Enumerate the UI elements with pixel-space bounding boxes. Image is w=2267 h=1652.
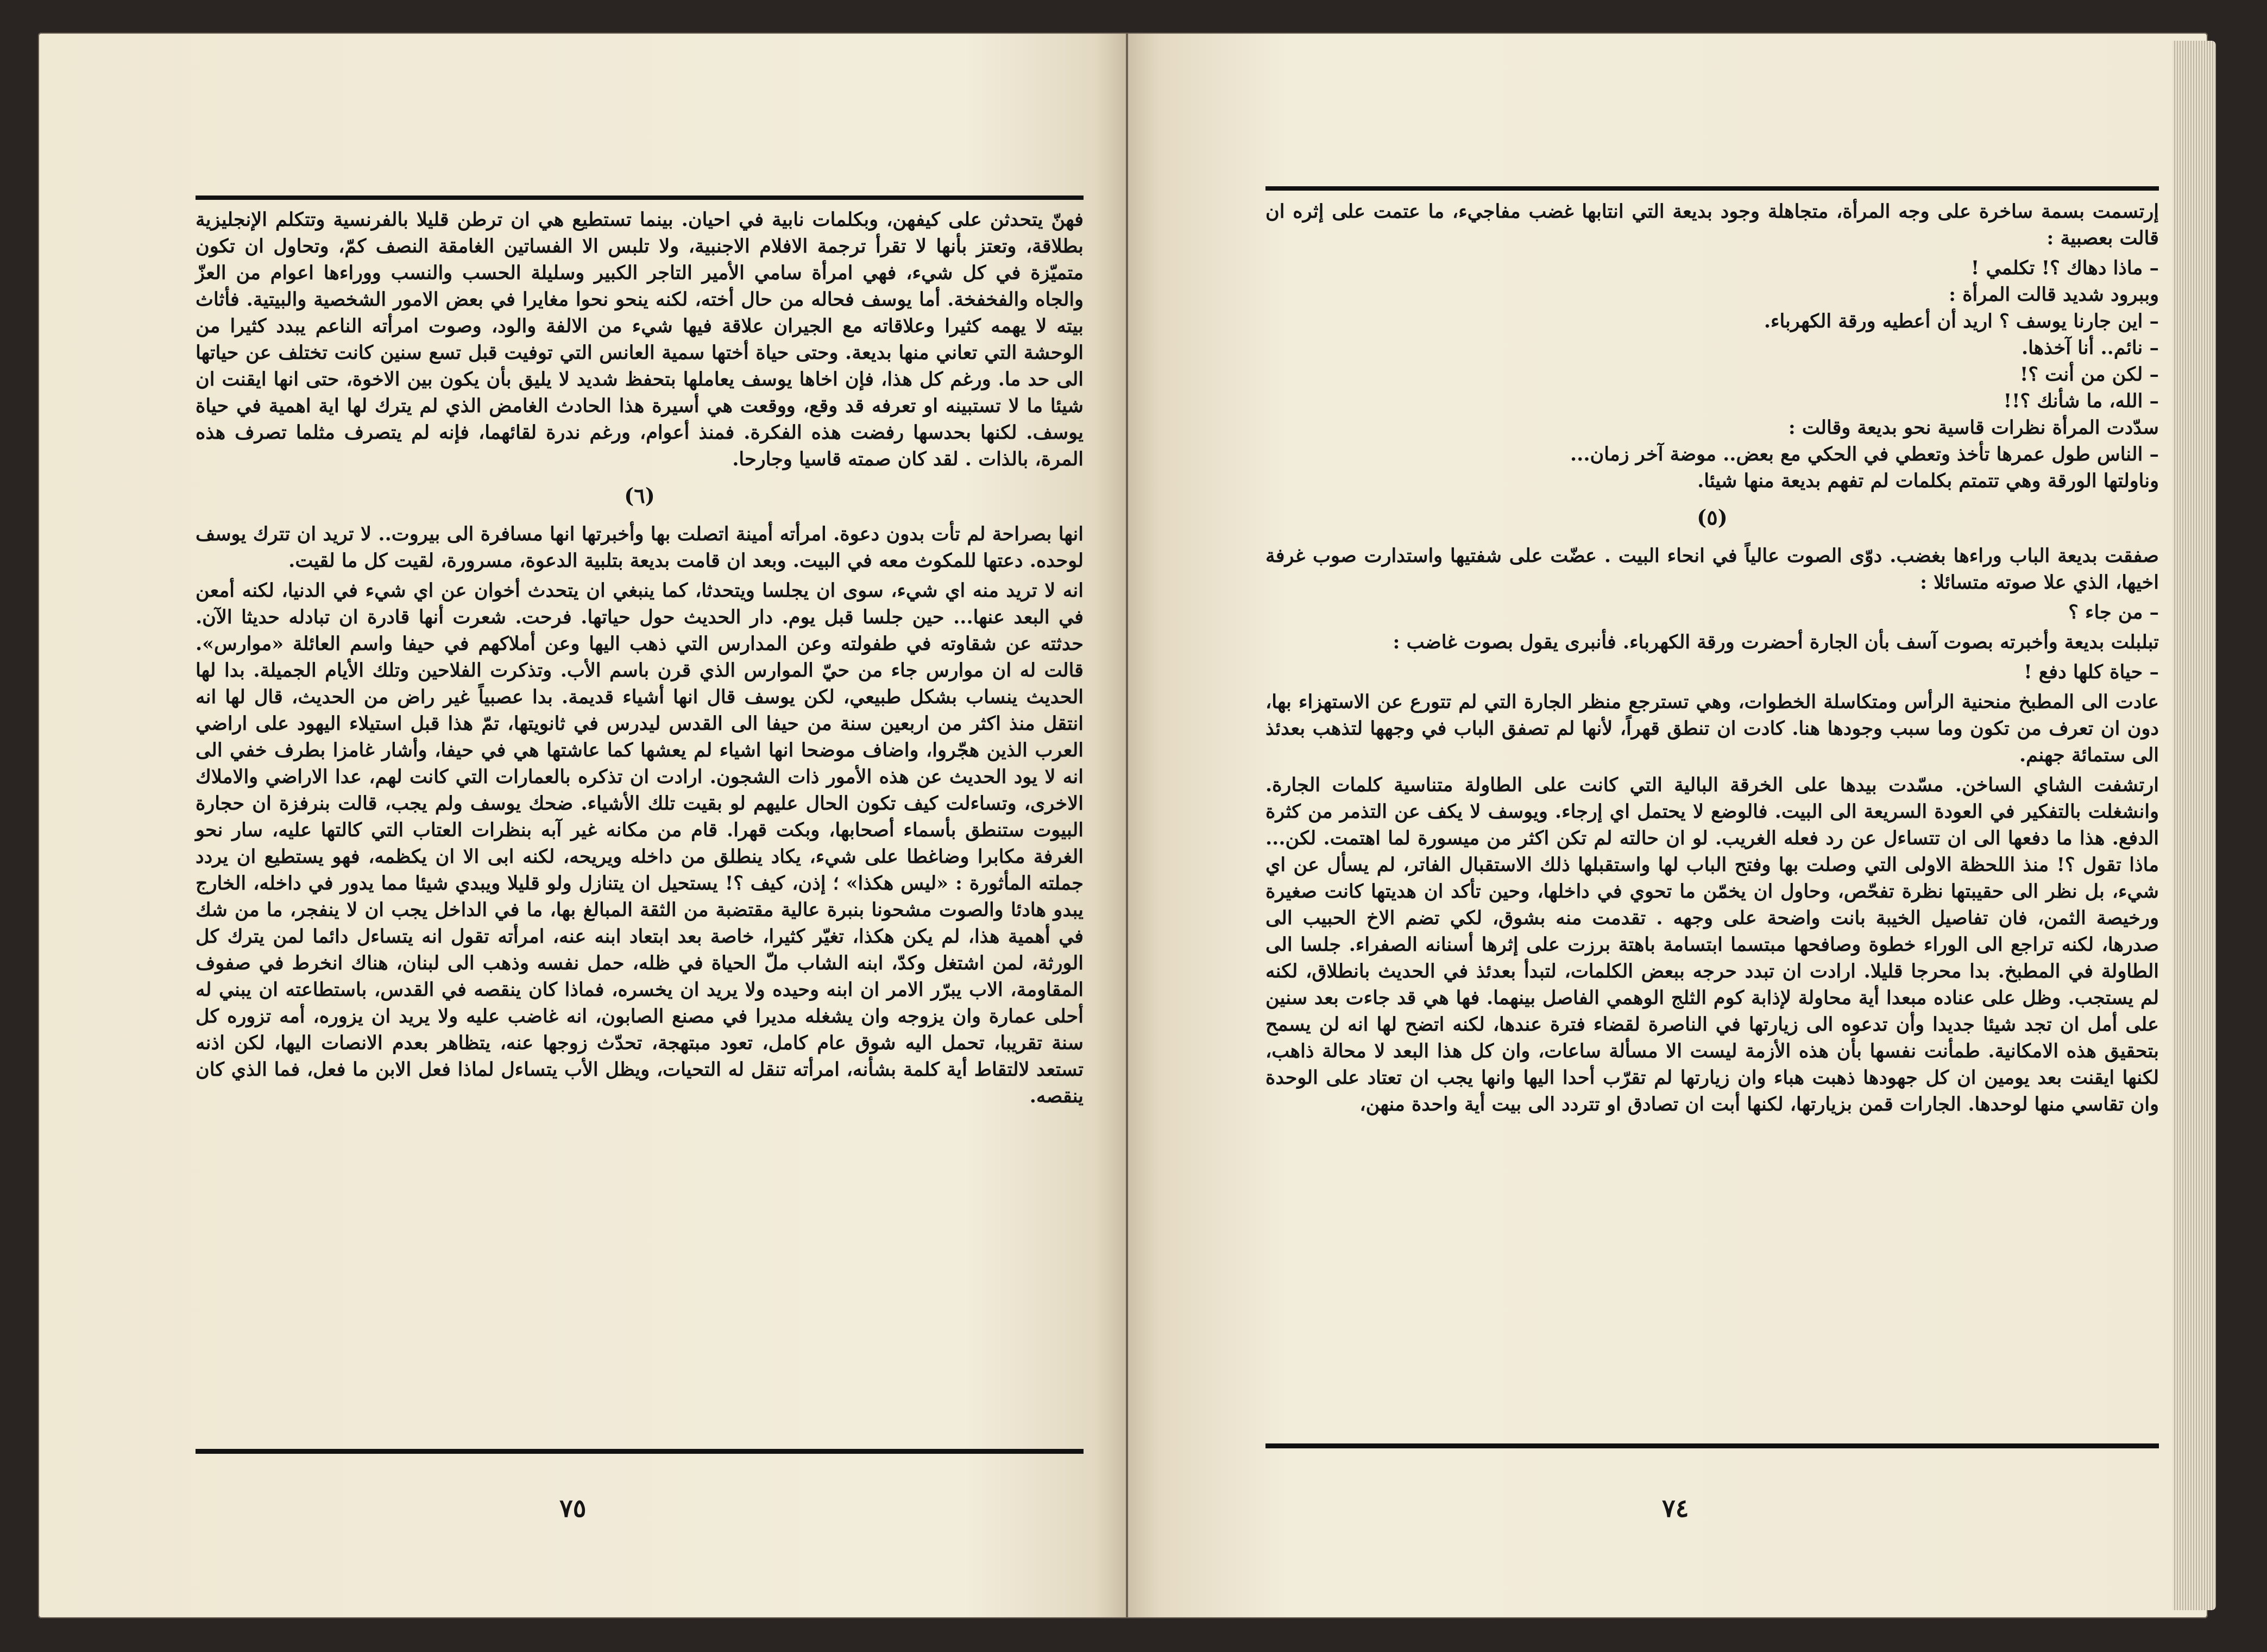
- left-top-rule: [196, 196, 1084, 200]
- right-paragraph: عادت الى المطبخ منحنية الرأس ومتكاسلة الخطوات، وهي تسترجع منظر الجارة التي لم تتورع عن الاستهزاء بها، دون ان تعرف من تكون وما سبب وجودها هنا. كادت ان تنطق قهراً، لأنها لم تصفق الباب في وجهها لتذهب بعدئذ الى ستمائة جهنم.: [1265, 691, 2159, 766]
- dialogue-line: سدّدت المرأة نظرات قاسية نحو بديعة وقالت :: [1788, 417, 2159, 439]
- right-paragraph: صفقت بديعة الباب وراءها بغضب. دوّى الصوت عالياً في انحاء البيت . عضّت على شفتيها واستدارت صوب غرفة اخيها، الذي علا صوته متسائلا :: [1265, 545, 2159, 594]
- dialogue-line: – الله، ما شأنك ؟!!: [2003, 390, 2159, 412]
- dialogue-line: وناولتها الورقة وهي تتمتم بكلمات لم تفهم بديعة منها شيئا.: [1697, 470, 2159, 492]
- right-page-number: ٧٤: [1662, 1493, 1689, 1523]
- right-top-rule: [1265, 186, 2159, 191]
- right-dialogue-line: – من جاء ؟: [2068, 601, 2159, 623]
- dialogue-line: – نائم.. أنا آخذها.: [2021, 337, 2159, 359]
- dialogue-line: – ماذا دهاك ؟! تكلمي !: [1970, 257, 2159, 279]
- right-page-body: [1265, 198, 2159, 1121]
- left-page-body: [196, 206, 1084, 1113]
- right-dialogue-line: – حياة كلها دفع !: [2024, 661, 2159, 683]
- left-page-number: ٧٥: [559, 1493, 587, 1523]
- left-bottom-rule: [196, 1449, 1084, 1454]
- left-paragraph: انها بصراحة لم تأت بدون دعوة. امرأته أمينة اتصلت بها وأخبرتها انها مسافرة الى بيروت.. لا تريد ان تترك يوسف لوحده. دعتها للمكوث معه في البيت. وبعد ان قامت بديعة بتلبية الدعوة، مسرورة، لقيت كل ما لقيت.: [196, 523, 1084, 572]
- right-page: [1127, 33, 2208, 1618]
- dialogue-line: وببرود شديد قالت المرأة :: [1949, 283, 2159, 306]
- page-edges: [2172, 41, 2216, 1610]
- left-paragraph: انه لا تريد منه اي شيء، سوى ان يجلسا ويتحدثا، كما ينبغي ان يتحدث أخوان عن اي شيء في الدنيا، لكنه أمعن في البعد عنها... حين جلسا قبل يوم. دار الحديث حول حياتها. فرحت. شعرت أنها قادرة ان تبادله حديثا الآن. حدثته عن شقاوته في طفولته وعن المدارس التي ذهب اليها وعن أملاكهم في حيفا واسم العائلة «موارس». قالت له ان موارس جاء من حيّ الموارس الذي قرن باسم الأب. وتذكرت الفلاحين وتلك الأيام الجميلة. بدا لها الحديث ينساب بشكل طبيعي، لكن يوسف قال انها أشياء قديمة. بدا عصبياً غير راض من الحديث، قال لها انه انتقل منذ اكثر من اربعين سنة من حيفا الى القدس ليدرس في ثانويتها، تمّ هذا قبل استيلاء اليهود على اراضي العرب الذين هجّروا، واضاف موضحا انها اشياء لم يعشها كما عاشتها هي في حيفا، وأشار غامزا بطرف خفي الى انه لا يود الحديث عن هذه الأمور ذات الشجون. ارادت ان تذكره بالعمارات التي كانت لهم، عدا الاراضي والاملاك الاخرى، وتساءلت كيف تكون الحال عليهم لو بقيت تلك الأشياء. ضحك يوسف ولم يجب، قالت بنرفزة ان حجارة البيوت ستنطق بأسماء أصحابها، وبكت قهرا. قام من مكانه غير آبه بنظرات العتاب التي كالتها عليه، سار نحو الغرفة مكابرا وضاغطا على شيء، يكاد ينطلق من داخله ويريحه، لكنه ابى الا ان يكظمه، فهو يستطيع ان يردد جملته المأثورة : «ليس هكذا» ؛ إذن، كيف ؟! يستحيل ان يتنازل ولو قليلا ويبدي شيئا مما يدور في داخله، الخارج يبدو هادئا والصوت مشحونا بنبرة عالية مقتضبة من الثقة المبالغ بها، ما في الداخل يجب ان لا ينفجر، ما من شك في أهمية هذا، لم يكن هكذا، تغيّر كثيرا، خاصة بعد ابتعاد ابنه عنه، امرأته تقول انه يتساءل دائما لمن يترك كل الورثة، لمن اشتغل وكدّ، ابنه الشاب ملّ الحياة في ظله، حمل نفسه وذهب الى لبنان، هناك انخرط في صفوف المقاومة، الاب يبرّر الامر ان ابنه وحيده ولا يريد ان يخسره، فماذا كان ينقصه في القدس، باستطاعته ان يبني له أحلى عمارة وان يزوجه وان يشغله مديرا في مصنع الصابون، انه غاضب عليه ولا يريد ان يزوره، أمه تزوره كل سنة تقريبا، تحمل اليه شوق عام كامل، تعود مبتهجة، تحدّث زوجها عنه، يتظاهر بعدم الانصات اليها، لكن اذنه تستعد لالتقاط أية كلمة بشأنه، امرأته تنقل له التحيات، ويظل الأب يتساءل لماذا فعل الابن ما فعل، فما الذي كان ينقصه.: [196, 579, 1084, 1107]
- left-paragraph: فهنّ يتحدثن على كيفهن، وبكلمات نابية في احيان. بينما تستطيع هي ان ترطن قليلا بالفرنسية وتتكلم الإنجليزية بطلاقة، وتعتز بأنها لا تقرأ ترجمة الافلام الاجنبية، ولا تلبس الا الفساتين الغامقة النصف كمّ، وتحاول ان تكون متميّزة في كل شيء، فهي امرأة سامي الأمير التاجر الكبير وسليلة الحسب والنسب ووراءها اعوام من العزّ والجاه والفخفخة. أما يوسف فحاله من حال أخته، لكنه ينحو نحوا مغايرا في بعض الامور الشخصية والبيتية. فأثاث بيته لا يهمه كثيرا وعلاقاته مع الجيران علاقة فيها شيء من الالفة والود، وصوت امرأته الناعم يبدد كثيرا من الوحشة التي تعاني منها بديعة. وحتى حياة أختها سمية العانس التي توفيت قبل تسع سنين كانت تختلف عن حياتها الى حد ما. ورغم كل هذا، فإن اخاها يوسف يعاملها بتحفظ شديد لا يليق بأن يكون بين الاخوة، حتى انها ايقنت ان شيئا ما لا تستبينه او تعرفه قد وقع، ووقعت هي أسيرة هذا الحادث الغامض الذي لم يترك لها اية اهمية في حياة يوسف. لكنها بحدسها رفضت هذه الفكرة. فمنذ أعوام، ورغم ندرة لقائهما، فإنه لم يتصرف مثلما تصرف هذه المرة، بالذات . لقد كان صمته قاسيا وجارحا.: [196, 209, 1084, 470]
- right-bottom-rule: [1265, 1443, 2159, 1448]
- dialogue-line: – اين جارنا يوسف ؟ اريد أن أعطيه ورقة الكهرباء.: [1764, 310, 2159, 332]
- right-section-number: (٥): [1697, 505, 1728, 529]
- dialogue-line: – لكن من أنت ؟!: [2019, 363, 2159, 386]
- left-section-number: (٦): [624, 483, 655, 508]
- right-paragraph: ارتشفت الشاي الساخن. مسّدت بيدها على الخرقة البالية التي كانت على الطاولة متناسية كلمات الجارة. وانشغلت بالتفكير في العودة السريعة الى البيت. فالوضع لا يحتمل اي إرجاء. ويوسف لا يكف عن التذمر من كثرة الدفع. هذا ما دفعها الى ان تتساءل عن رد فعله الغريب. لو ان حالته لم تكن اكثر من ميسورة لما اهتمت. لكن... ماذا تقول ؟! منذ اللحظة الاولى التي وصلت بها وفتح الباب لها واستقبلها ذلك الاستقبال الفاتر، لم يسأل عن اي شيء، بل نظر الى حقيبتها نظرة تفحّص، وحاول ان يخمّن ما تحوي في داخلها، وحين تأكد ان هديتها كانت صغيرة ورخيصة الثمن، فان تفاصيل الخيبة بانت واضحة على وجهه . تقدمت منه بشوق، لكي تضم الاخ الحبيب الى صدرها، لكنه تراجع الى الوراء خطوة وصافحها مبتسما ابتسامة باهتة برزت على إثرها أسنانه الصفراء. جلسا الى الطاولة في المطبخ. بدا محرجا قليلا. ارادت ان تبدد حرجه ببعض الكلمات، لتبدأ بعدئذ في الحديث بانطلاق، لكنه لم يستجب. وظل على عناده مبعدا أية محاولة لإذابة كوم الثلج الوهمي الفاصل بينهما. فها هي قد جاءت بعد سنين على أمل ان تجد شيئا جديدا وأن تدعوه الى زيارتها في الناصرة لقضاء فترة عندها، لكنه اتضح لها انه لن يسمح بتحقيق هذه الامكانية. طمأنت نفسها بأن هذه الأزمة ليست الا مسألة ساعات، وان كل هذا البعد لا محالة ذاهب، لكنها ايقنت بعد يومين ان كل جهودها ذهبت هباء وان زيارتها لم تقرّب أحدا اليها وانها يجب ان تعتاد على الوحدة وان تقاسي منها لوحدها. الجارات قمن بزيارتها، لكنها أبت ان تصادق او تتردد الى بيت أية واحدة منهن،: [1265, 774, 2159, 1115]
- right-paragraph: تبلبلت بديعة وأخبرته بصوت آسف بأن الجارة أحضرت ورقة الكهرباء. فأنبرى يقول بصوت غاضب :: [1393, 631, 2159, 653]
- left-page: [38, 33, 1127, 1618]
- right-paragraph: إرتسمت بسمة ساخرة على وجه المرأة، متجاهلة وجود بديعة التي انتابها غضب مفاجيء، ما عتمت على إثره ان قالت بعصبية :: [1265, 200, 2159, 249]
- dialogue-list: [1265, 255, 2159, 494]
- dialogue-line: – الناس طول عمرها تأخذ وتعطي في الحكي مع بعض.. موضة آخر زمان...: [1570, 443, 2159, 465]
